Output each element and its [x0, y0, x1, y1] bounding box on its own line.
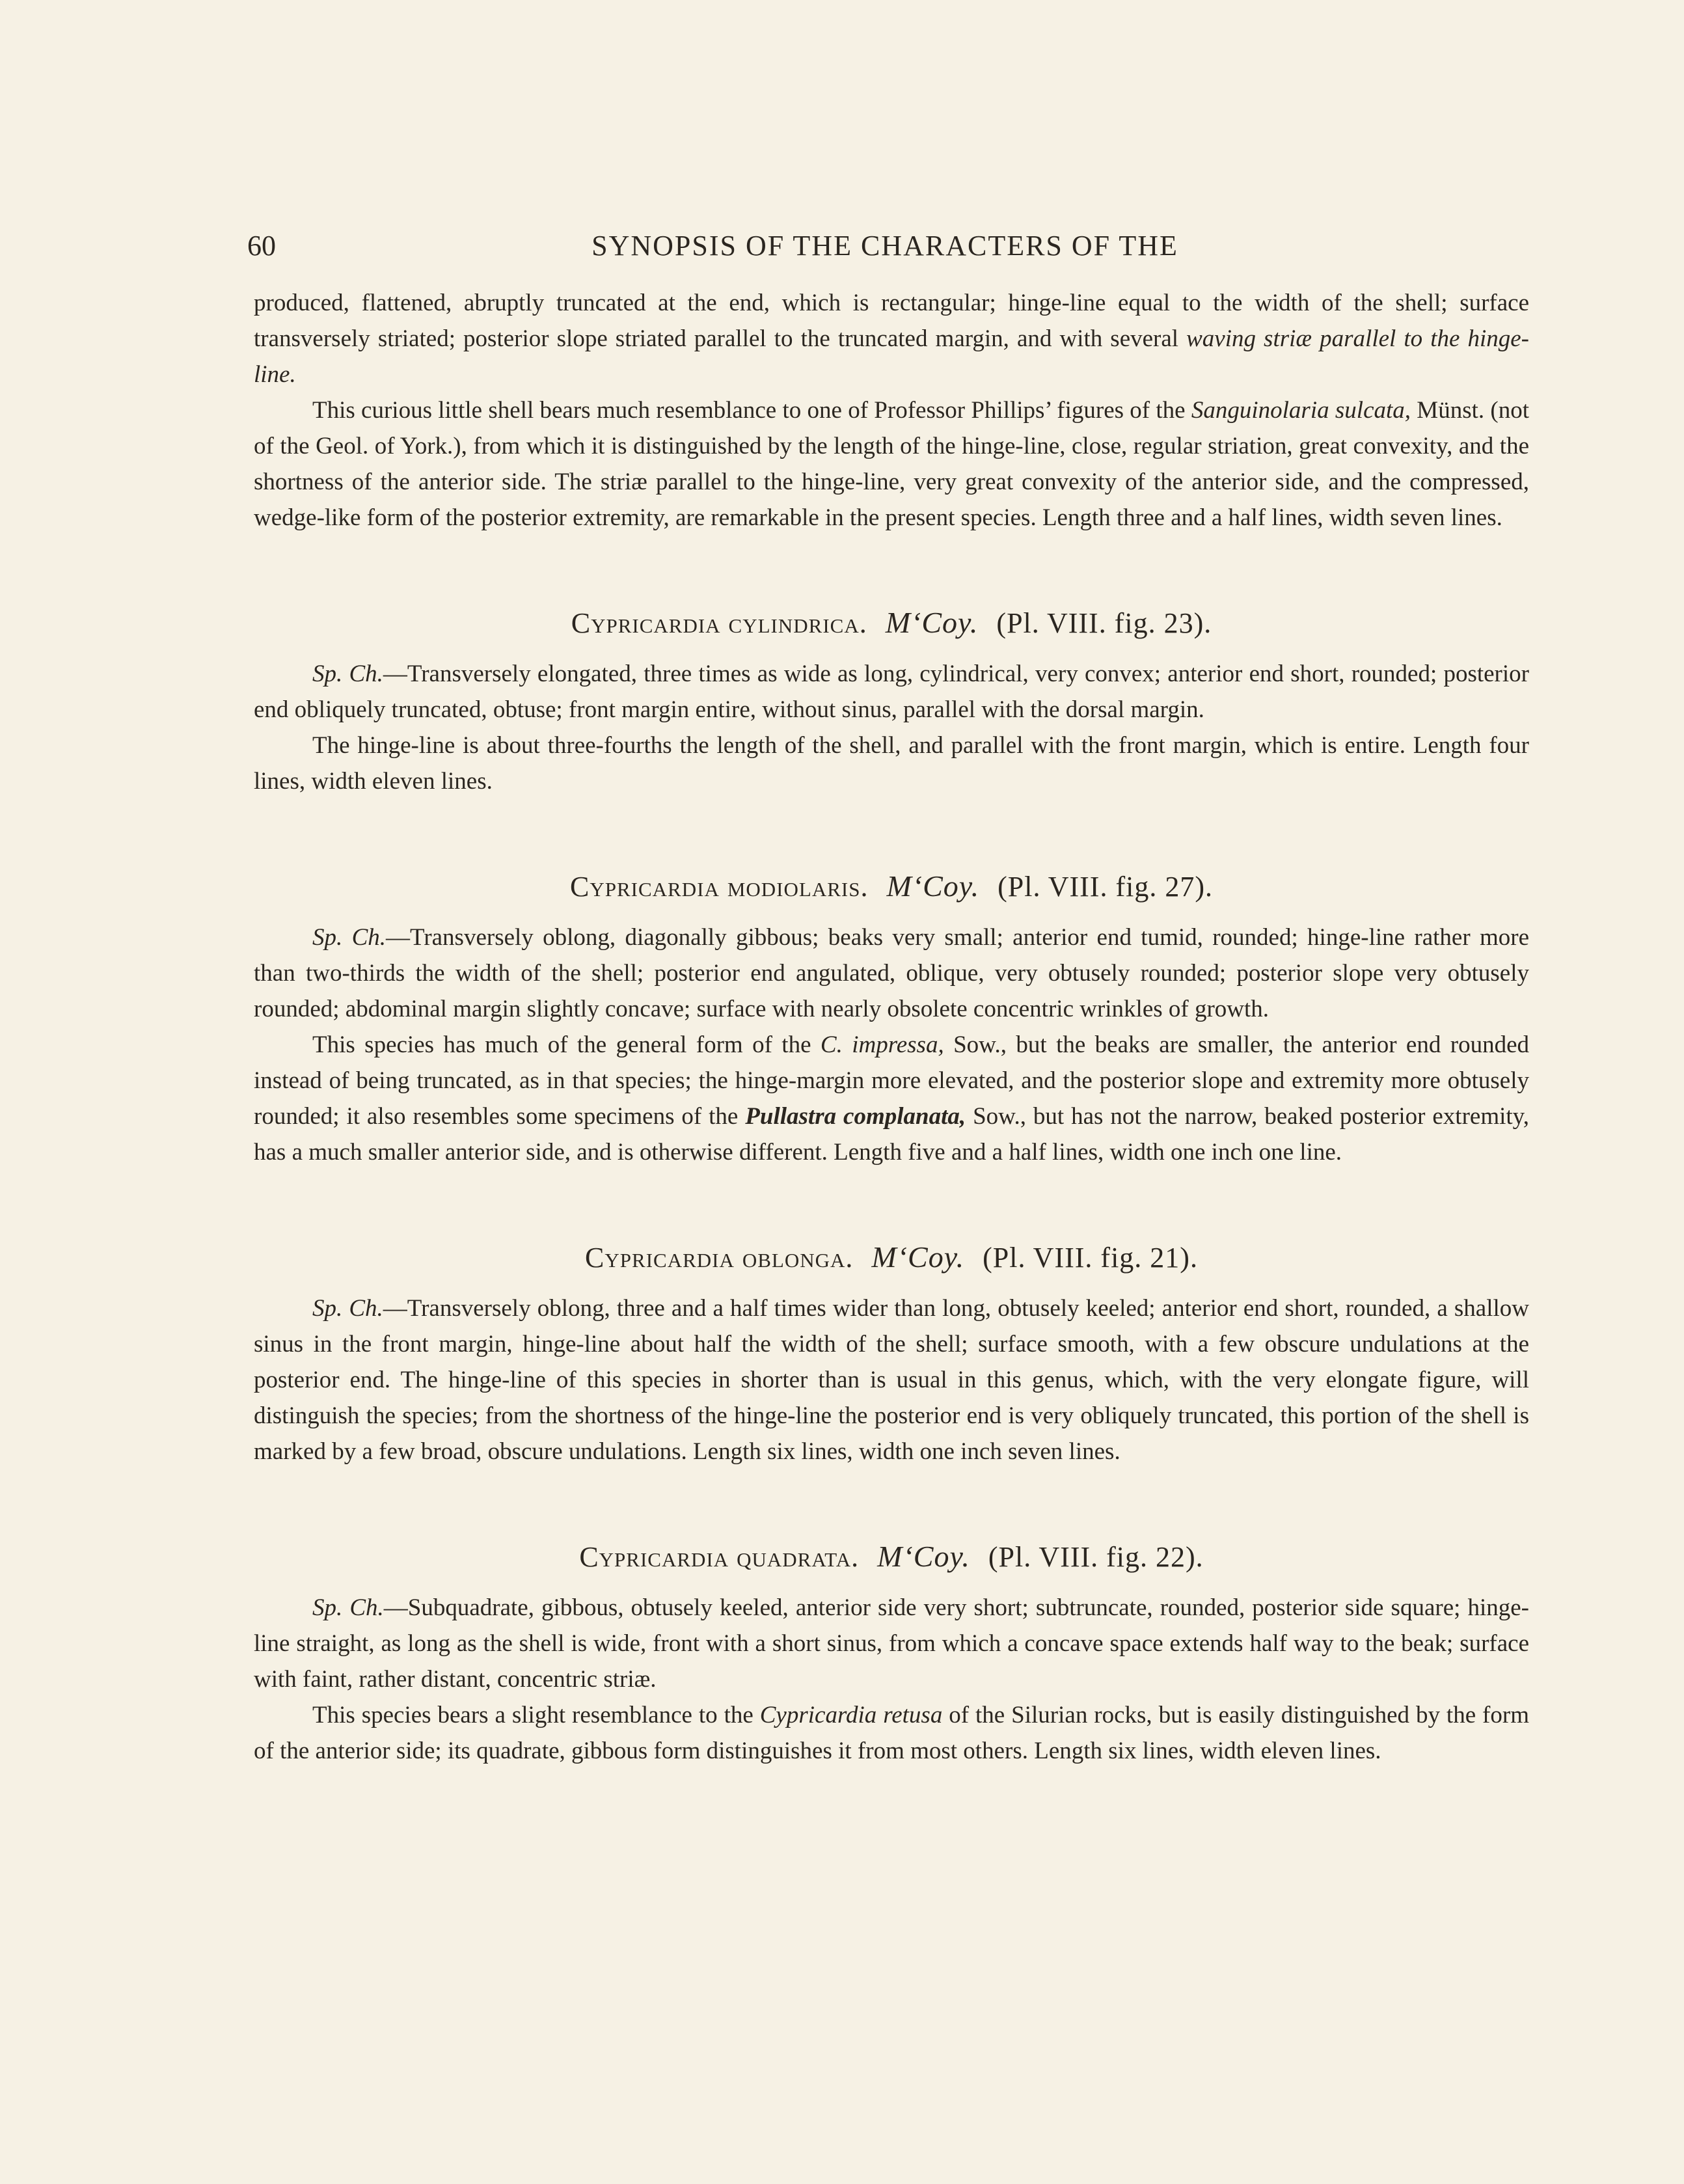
species-name: Cypricardia modiolaris.	[570, 871, 869, 903]
species-description: —Transversely oblong, diagonally gibbous; beaks very small; anterior end tumid, rounded; hinge-line rather more than two-thirds the width of the shell; posterior end angulated, oblique, very obtusely rounded; posterior slope very obtusely rounded; abdominal margin slightly concave; surface with nearly obsolete concentric wrinkles of growth.	[254, 924, 1530, 1022]
species-title-modiolaris	[254, 867, 1529, 907]
intro-paragraph-2	[254, 392, 1529, 536]
remarks-text-a: This species has much of the general form of the	[312, 1031, 821, 1058]
intro-text-b: Münst. (not of the Geol. of York.), from which it is distinguished by the length of the hinge-line, close, regular striation, great convexity, and the shortness of the anterior side. The striæ parallel to the hinge-line, very great convexity of the anterior side, and the compressed, wedge-like form of the posterior extremity, are remarkable in the present species. Length three and a half lines, width seven lines.	[254, 397, 1530, 531]
remarks-text-c: Sow., but has not the narrow, beaked posterior extremity, has a much smaller anterior side, and is otherwise different. Length five and a half lines, width one inch one line.	[254, 1103, 1530, 1166]
remarks-text-b: Sow., but the beaks are smaller, the anterior end rounded instead of being truncated, as in that species; the hinge-margin more elevated, and the posterior slope and extremity more obtusely rounded; it also resembles some specimens of the	[254, 1031, 1529, 1130]
species-title-cylindrica	[254, 603, 1529, 643]
species-name: Cypricardia oblonga.	[585, 1242, 854, 1274]
species-characters	[254, 656, 1529, 728]
plate-reference: (Pl. VIII. fig. 23).	[996, 607, 1212, 639]
plate-reference: (Pl. VIII. fig. 22).	[988, 1541, 1204, 1573]
plate-reference: (Pl. VIII. fig. 27).	[998, 871, 1213, 903]
species-description: —Transversely elongated, three times as wide as long, cylindrical, very convex; anterior end short, rounded; posterior end obliquely truncated, obtuse; front margin entire, without sinus, parallel with the dorsal margin.	[254, 661, 1529, 723]
species-ref: Cypricardia retusa	[759, 1702, 943, 1728]
plate-reference: (Pl. VIII. fig. 21).	[983, 1242, 1198, 1274]
species-ref: Sanguinolaria sulcata,	[1191, 397, 1411, 424]
running-head: SYNOPSIS OF THE CHARACTERS OF THE	[591, 230, 1178, 262]
sp-ch-label: Sp. Ch.	[312, 924, 387, 951]
species-description: —Transversely oblong, three and a half times wider than long, obtusely keeled; anterior end short, rounded, a shallow sinus in the front margin, hinge-line about half the width of the shell; surface smooth, with a few obscure undulations at the posterior end. The hinge-line of this species in shorter than is usual in this genus, which, with the very elongate figure, will distinguish the species; from the shortness of the hinge-line the posterior end is very obliquely truncated, this portion of the shell is marked by a few broad, obscure undulations. Length six lines, width one inch seven lines.	[254, 1295, 1529, 1465]
species-remarks	[254, 1027, 1529, 1170]
intro-text-a: This curious little shell bears much resemblance to one of Professor Phillips’ figures of the	[312, 397, 1191, 424]
species-ref: C. impressa,	[820, 1031, 944, 1058]
species-title-quadrata	[254, 1537, 1529, 1577]
species-author: M‘Coy.	[885, 606, 979, 639]
sp-ch-label: Sp. Ch.	[312, 661, 383, 687]
sp-ch-label: Sp. Ch.	[312, 1295, 383, 1322]
intro-paragraph-1	[254, 285, 1529, 392]
species-remarks	[254, 1697, 1529, 1769]
intro-italic: waving striæ parallel to the hinge-line.	[254, 325, 1529, 388]
species-author: M‘Coy.	[886, 869, 980, 903]
species-characters	[254, 1590, 1529, 1697]
species-name: Cypricardia cylindrica.	[571, 607, 867, 639]
species-remarks: The hinge-line is about three-fourths the length of the shell, and parallel with the front margin, which is entire. Length four lines, width eleven lines.	[254, 732, 1529, 795]
species-title-oblonga	[254, 1238, 1529, 1277]
remarks-text-a: This species bears a slight resemblance to the	[312, 1702, 760, 1728]
remarks-text-b: of the Silurian rocks, but is easily distinguished by the form of the anterior side; its quadrate, gibbous form distinguishes it from most others. Length six lines, width eleven lines.	[254, 1702, 1529, 1764]
species-ref: Pullastra complanata,	[745, 1103, 966, 1130]
body-text	[254, 285, 1529, 1769]
page-number: 60	[247, 230, 276, 262]
sp-ch-label: Sp. Ch.	[312, 1594, 384, 1621]
species-characters	[254, 920, 1529, 1027]
species-author: M‘Coy.	[877, 1540, 970, 1573]
page-header	[247, 229, 1523, 268]
species-description: —Subquadrate, gibbous, obtusely keeled, anterior side very short; subtruncate, rounded, posterior side square; hinge-line straight, as long as the shell is wide, front with a short sinus, from which a concave space extends half way to the beak; surface with faint, rather distant, concentric striæ.	[254, 1594, 1529, 1693]
species-characters	[254, 1290, 1529, 1469]
intro-text: produced, flattened, abruptly truncated at the end, which is rectangular; hinge-line equal to the width of the shell; surface transversely striated; posterior slope striated parallel to the truncated margin, and with several	[254, 290, 1529, 352]
species-name: Cypricardia quadrata.	[579, 1541, 860, 1573]
species-author: M‘Coy.	[871, 1240, 965, 1274]
